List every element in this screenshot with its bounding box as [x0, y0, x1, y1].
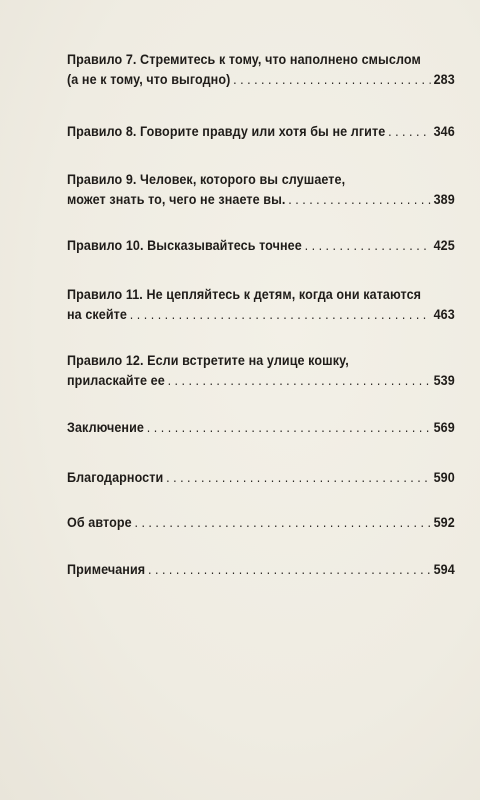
toc-entry-rule-10 — [67, 236, 455, 256]
toc-page-number: 346 — [433, 124, 455, 139]
dot-leader — [388, 122, 431, 142]
toc-entry-title-line-1: Заключение — [67, 420, 145, 435]
toc-entry-rule-12 — [67, 351, 455, 391]
toc-entry-title-line-2: на скейте — [67, 307, 127, 322]
dot-leader — [166, 468, 431, 488]
toc-page-number: 569 — [433, 420, 455, 435]
toc-entry-title-line-1: Правило 7. Стремитесь к тому, что наполнено смыслом — [67, 52, 421, 67]
toc-page-number: 592 — [433, 515, 455, 530]
dot-leader — [233, 70, 431, 90]
toc-entry-about-author — [67, 513, 455, 533]
toc-page-number: 463 — [433, 307, 455, 322]
toc-entry-title-line-2: (а не к тому, что выгодно) — [67, 72, 231, 87]
dot-leader — [148, 560, 431, 580]
toc-entry-title-line-1: Об авторе — [67, 515, 132, 530]
dot-leader — [288, 190, 431, 210]
toc-page-number: 283 — [433, 72, 455, 87]
toc-entry-rule-11 — [67, 285, 455, 325]
toc-entry-conclusion — [67, 418, 455, 438]
toc-entry-acknowledgements — [67, 468, 455, 488]
toc-entry-title-line-1: Правило 10. Высказывайтесь точнее — [67, 238, 302, 253]
toc-entry-title-line-1: Благодарности — [67, 470, 164, 485]
dot-leader — [147, 418, 431, 438]
toc-entry-title-line-1: Правило 8. Говорите правду или хотя бы не лгите — [67, 124, 386, 139]
toc-page-number: 389 — [433, 192, 455, 207]
toc-entry-rule-8 — [67, 122, 455, 142]
toc-entry-notes — [67, 560, 455, 580]
toc-entry-title-line-2: приласкайте ее — [67, 373, 165, 388]
toc-page-number: 590 — [433, 470, 455, 485]
toc-entry-title-line-1: Правило 9. Человек, которого вы слушаете, — [67, 172, 346, 187]
dot-leader — [168, 371, 431, 391]
toc-entry-title-line-2: может знать то, чего не знаете вы. — [67, 192, 286, 207]
toc-page-number: 594 — [433, 562, 455, 577]
toc-page-number: 539 — [433, 373, 455, 388]
toc-entry-rule-9 — [67, 170, 455, 210]
dot-leader — [130, 305, 431, 325]
toc-page-number: 425 — [433, 238, 455, 253]
dot-leader — [134, 513, 430, 533]
toc-entry-rule-7 — [67, 50, 455, 90]
toc-entry-title-line-1: Примечания — [67, 562, 146, 577]
toc-entry-title-line-1: Правило 12. Если встретите на улице кошку, — [67, 353, 349, 368]
dot-leader — [305, 236, 431, 256]
toc-entry-title-line-1: Правило 11. Не цепляйтесь к детям, когда они катаются — [67, 287, 422, 302]
